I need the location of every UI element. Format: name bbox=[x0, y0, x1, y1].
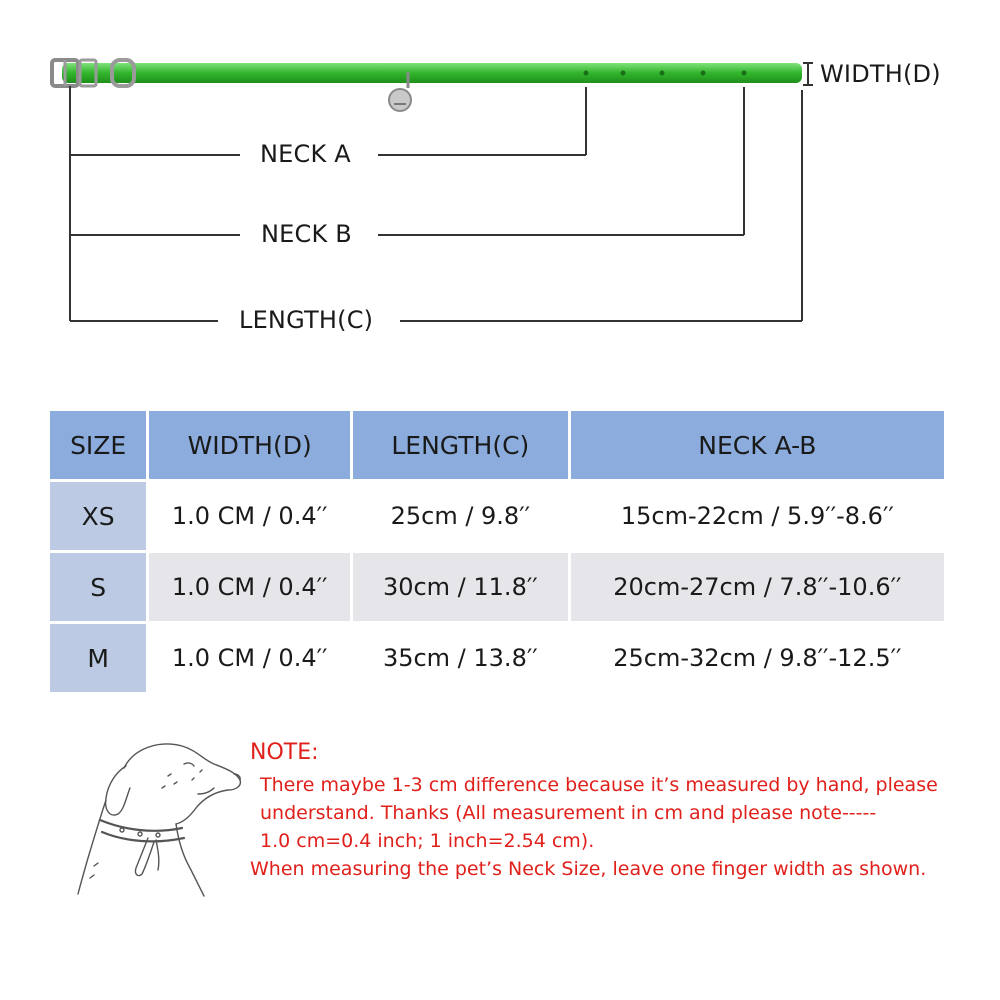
note-title: NOTE: bbox=[250, 740, 319, 765]
table-row bbox=[50, 624, 944, 692]
header-length: LENGTH(C) bbox=[353, 411, 568, 479]
width-cell: 1.0 CM / 0.4′′ bbox=[149, 553, 350, 621]
dog-illustration bbox=[64, 738, 254, 898]
note-line: When measuring the pet’s Neck Size, leave one finger width as shown. bbox=[250, 858, 927, 880]
length-cell: 35cm / 13.8′′ bbox=[353, 624, 568, 692]
measure-lines bbox=[70, 63, 813, 321]
table-row bbox=[50, 482, 944, 550]
size-cell: M bbox=[50, 624, 146, 692]
neck-a-label: NECK A bbox=[260, 140, 351, 168]
width-label: WIDTH(D) bbox=[820, 60, 941, 88]
note-line: There maybe 1-3 cm difference because it’s measured by hand, please bbox=[260, 774, 938, 796]
note-line: 1.0 cm=0.4 inch; 1 inch=2.54 cm). bbox=[260, 830, 595, 852]
length-cell: 30cm / 11.8′′ bbox=[353, 553, 568, 621]
note-line: understand. Thanks (All measurement in cm and please note----- bbox=[260, 802, 877, 824]
collar-diagram bbox=[0, 0, 1000, 360]
header-size: SIZE bbox=[50, 411, 146, 479]
neck-cell: 15cm-22cm / 5.9′′-8.6′′ bbox=[571, 482, 944, 550]
width-cell: 1.0 CM / 0.4′′ bbox=[149, 624, 350, 692]
size-cell: S bbox=[50, 553, 146, 621]
size-table bbox=[47, 408, 947, 695]
note-block bbox=[250, 740, 970, 883]
collar-diagram-svg bbox=[0, 0, 1000, 360]
header-width: WIDTH(D) bbox=[149, 411, 350, 479]
collar-strap bbox=[62, 63, 802, 83]
table-header-row bbox=[50, 411, 944, 479]
width-cell: 1.0 CM / 0.4′′ bbox=[149, 482, 350, 550]
header-neck: NECK A-B bbox=[571, 411, 944, 479]
neck-cell: 25cm-32cm / 9.8′′-12.5′′ bbox=[571, 624, 944, 692]
collar-image bbox=[52, 60, 802, 111]
length-cell: 25cm / 9.8′′ bbox=[353, 482, 568, 550]
neck-cell: 20cm-27cm / 7.8′′-10.6′′ bbox=[571, 553, 944, 621]
table-row bbox=[50, 553, 944, 621]
length-label: LENGTH(C) bbox=[239, 306, 374, 334]
size-cell: XS bbox=[50, 482, 146, 550]
neck-b-label: NECK B bbox=[261, 220, 352, 248]
